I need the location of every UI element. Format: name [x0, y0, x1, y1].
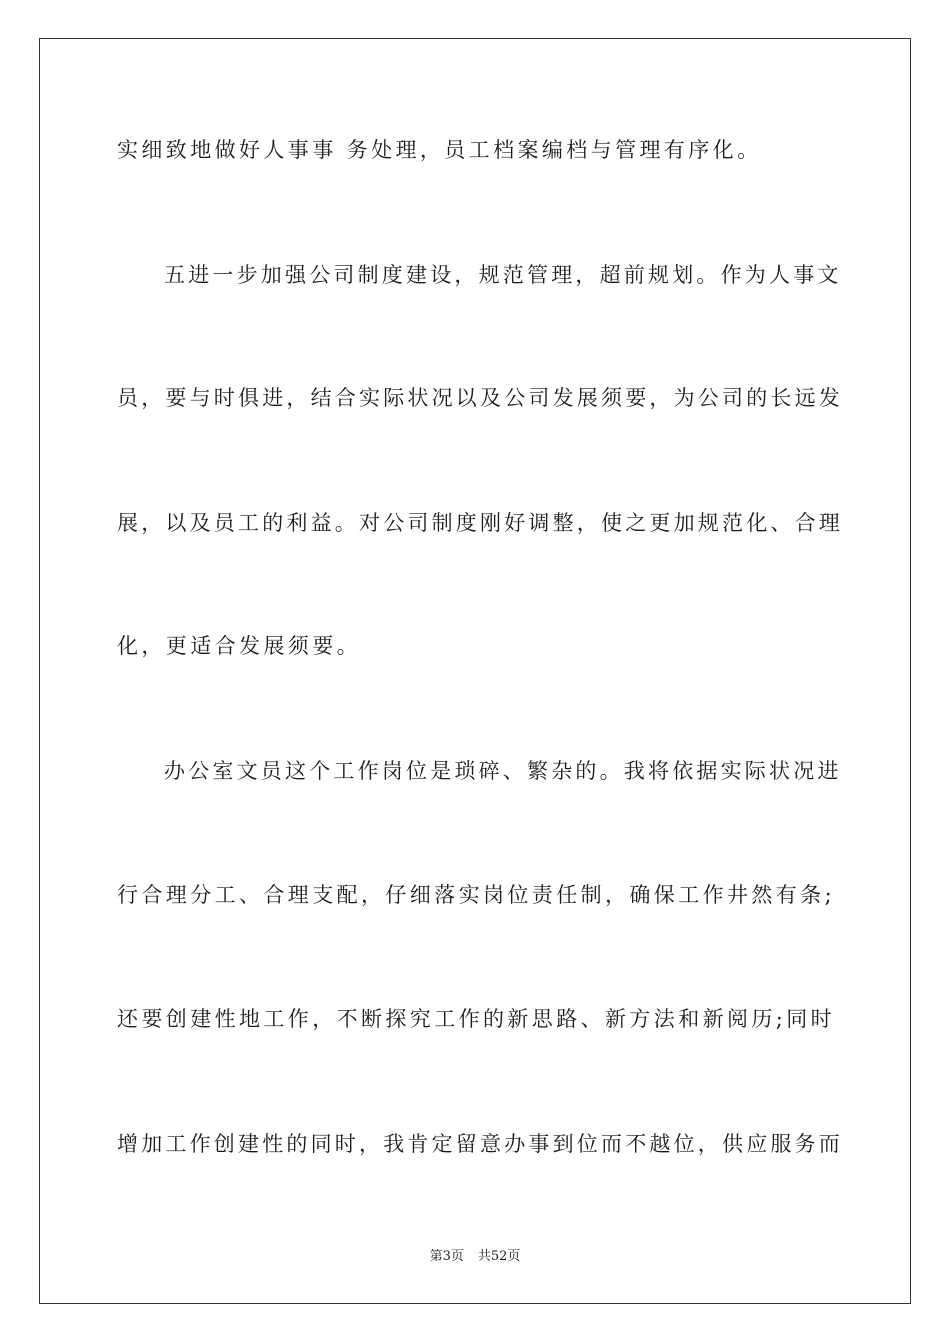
body-text-line: 还要创建性地工作，不断探究工作的新思路、新方法和新阅历;同时: [117, 1007, 836, 1031]
body-text-line: 展，以及员工的利益。对公司制度刚好调整，使之更加规范化、合理: [117, 511, 843, 535]
body-text-line: 增加工作创建性的同时，我肯定留意办事到位而不越位，供应服务而: [117, 1132, 843, 1156]
page-number: 第3页: [429, 1249, 464, 1264]
paragraph-start-line: 办公室文员这个工作岗位是琐碎、繁杂的。我将依据实际状况进: [164, 759, 842, 783]
body-text-line: 实细致地做好人事事 务处理，员工档案编档与管理有序化。: [117, 138, 762, 162]
paragraph-start-line: 五进一步加强公司制度建设，规范管理，超前规划。作为人事文: [164, 263, 842, 287]
body-text-line: 行合理分工、合理支配，仔细落实岗位责任制，确保工作井然有条;: [117, 883, 836, 907]
body-text-line: 化，更适合发展须要。: [117, 634, 361, 658]
page-total: 共52页: [477, 1249, 521, 1264]
page-footer: [0, 1248, 950, 1266]
page-border: [39, 38, 911, 1304]
body-text-line: 员，要与时俱进，结合实际状况以及公司发展须要，为公司的长远发: [117, 386, 843, 410]
